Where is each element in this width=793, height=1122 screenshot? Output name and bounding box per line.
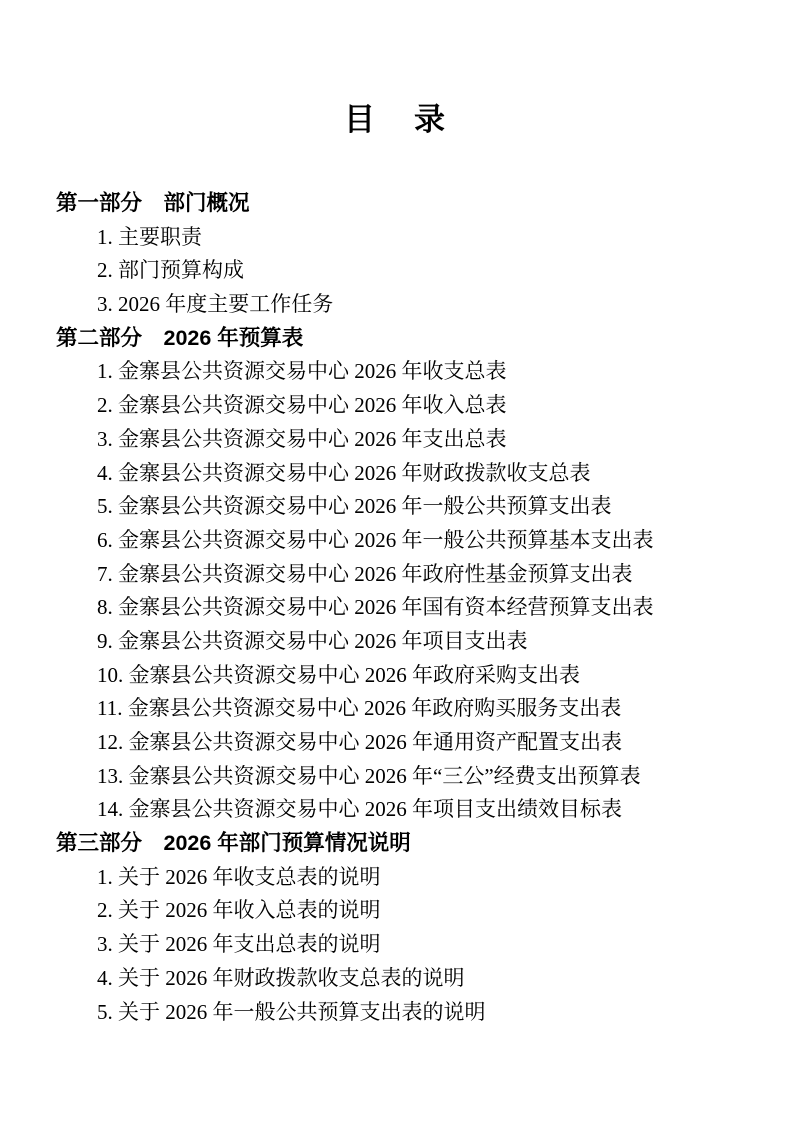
toc-item: 2. 部门预算构成 (97, 258, 244, 283)
page-title: 目 录 (344, 102, 449, 137)
table-of-contents (0, 187, 793, 1029)
toc-item: 10. 金寨县公共资源交易中心 2026 年政府采购支出表 (97, 662, 580, 687)
toc-section-1-heading: 第一部分 部门概况 (56, 191, 250, 215)
toc-item: 14. 金寨县公共资源交易中心 2026 年项目支出绩效目标表 (97, 797, 622, 822)
toc-section-2-heading: 第二部分 2026 年预算表 (56, 325, 304, 350)
toc-item: 2. 关于 2026 年收入总表的说明 (97, 898, 381, 923)
toc-item: 3. 2026 年度主要工作任务 (97, 292, 334, 317)
toc-item: 11. 金寨县公共资源交易中心 2026 年政府购买服务支出表 (97, 696, 622, 721)
toc-item: 2. 金寨县公共资源交易中心 2026 年收入总表 (97, 393, 507, 418)
toc-item: 3. 金寨县公共资源交易中心 2026 年支出总表 (97, 426, 507, 451)
toc-item: 4. 金寨县公共资源交易中心 2026 年财政拨款收支总表 (97, 460, 591, 485)
toc-item: 9. 金寨县公共资源交易中心 2026 年项目支出表 (97, 628, 528, 653)
toc-item: 4. 关于 2026 年财政拨款收支总表的说明 (97, 965, 465, 990)
toc-item: 1. 金寨县公共资源交易中心 2026 年收支总表 (97, 359, 507, 384)
toc-item: 3. 关于 2026 年支出总表的说明 (97, 932, 381, 957)
toc-item: 7. 金寨县公共资源交易中心 2026 年政府性基金预算支出表 (97, 561, 633, 586)
toc-item: 12. 金寨县公共资源交易中心 2026 年通用资产配置支出表 (97, 730, 622, 754)
toc-item: 5. 关于 2026 年一般公共预算支出表的说明 (97, 999, 486, 1024)
toc-item: 6. 金寨县公共资源交易中心 2026 年一般公共预算基本支出表 (97, 527, 654, 552)
toc-item: 1. 主要职责 (97, 224, 202, 249)
toc-item: 5. 金寨县公共资源交易中心 2026 年一般公共预算支出表 (97, 494, 612, 519)
toc-item: 1. 关于 2026 年收支总表的说明 (97, 864, 381, 889)
toc-item: 13. 金寨县公共资源交易中心 2026 年“三公”经费支出预算表 (97, 763, 641, 788)
toc-section-3-heading: 第三部分 2026 年部门预算情况说明 (56, 831, 411, 856)
toc-item: 8. 金寨县公共资源交易中心 2026 年国有资本经营预算支出表 (97, 595, 654, 620)
